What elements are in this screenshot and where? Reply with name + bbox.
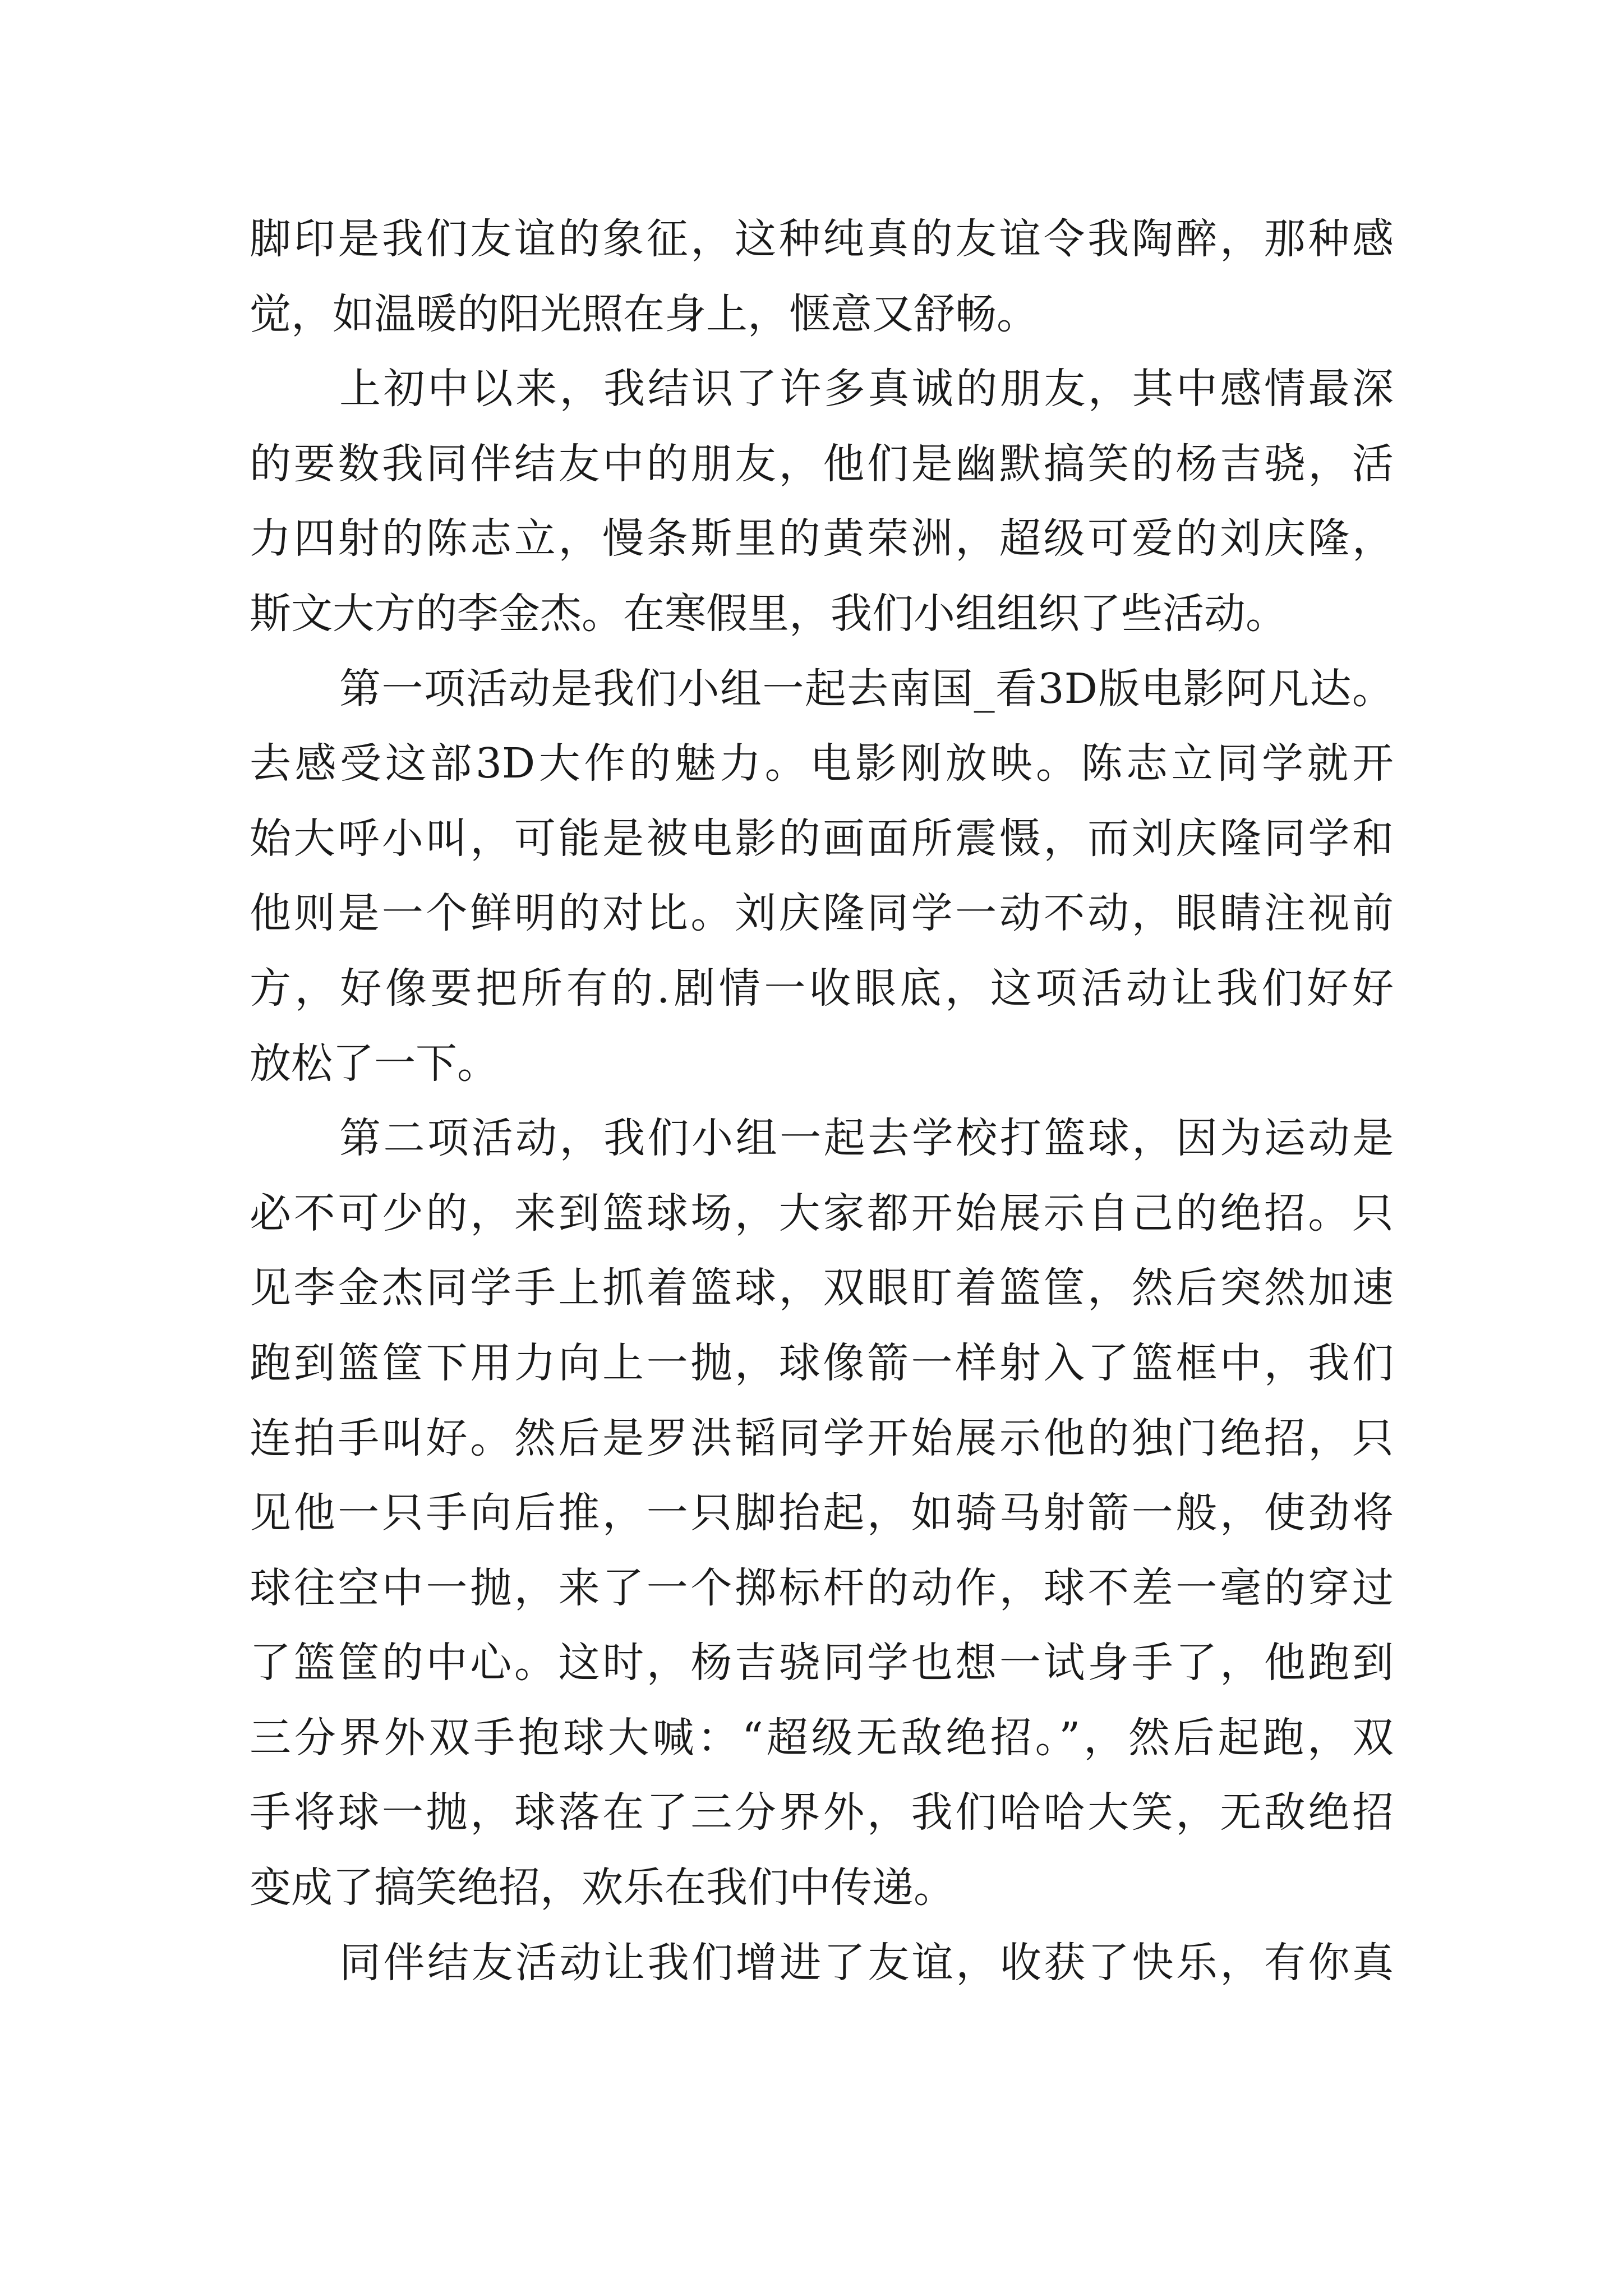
text-line: 第二项活动，我们小组一起去学校打篮球，因为运动是 xyxy=(339,1114,1394,1163)
text-line: 第一项活动是我们小组一起去南国_看3D版电影阿凡达。 xyxy=(339,664,1394,713)
text-line: 放松了一下。 xyxy=(250,1039,499,1088)
text-line: 的要数我同伴结友中的朋友，他们是幽默搞笑的杨吉骁，活 xyxy=(250,439,1394,488)
text-line: 见李金杰同学手上抓着篮球，双眼盯着篮筐，然后突然加速 xyxy=(250,1264,1394,1313)
text-line: 三分界外双手抱球大喊：“超级无敌绝招。”，然后起跑，双 xyxy=(250,1713,1394,1762)
text-line: 见他一只手向后推，一只脚抬起，如骑马射箭一般，使劲将 xyxy=(250,1489,1394,1538)
text-line: 了篮筐的中心。这时，杨吉骁同学也想一试身手了，他跑到 xyxy=(250,1639,1394,1687)
text-line: 同伴结友活动让我们增进了友谊，收获了快乐，有你真 xyxy=(339,1938,1394,1987)
text-line: 去感受这部3D大作的魅力。电影刚放映。陈志立同学就开 xyxy=(250,739,1394,788)
text-line: 变成了搞笑绝招，欢乐在我们中传递。 xyxy=(250,1864,955,1912)
text-line: 连拍手叫好。然后是罗洪韬同学开始展示他的独门绝招，只 xyxy=(250,1414,1394,1462)
document-body xyxy=(250,202,1394,2000)
text-line: 觉，如温暖的阳光照在身上，惬意又舒畅。 xyxy=(250,289,1038,338)
text-line: 脚印是我们友谊的象征，这种纯真的友谊令我陶醉，那种感 xyxy=(250,215,1394,263)
text-line: 必不可少的，来到篮球场，大家都开始展示自己的绝招。只 xyxy=(250,1189,1394,1237)
text-line: 斯文大方的李金杰。在寒假里，我们小组组织了些活动。 xyxy=(250,589,1287,638)
text-line: 力四射的陈志立，慢条斯里的黄荣洲，超级可爱的刘庆隆， xyxy=(250,514,1394,563)
text-line: 方，好像要把所有的.剧情一收眼底，这项活动让我们好好 xyxy=(250,964,1394,1013)
text-line: 上初中以来，我结识了许多真诚的朋友，其中感情最深 xyxy=(339,365,1394,413)
text-line: 手将球一抛，球落在了三分界外，我们哈哈大笑，无敌绝招 xyxy=(250,1788,1394,1837)
text-line: 球往空中一抛，来了一个掷标杆的动作，球不差一毫的穿过 xyxy=(250,1563,1394,1612)
text-line: 他则是一个鲜明的对比。刘庆隆同学一动不动，眼睛注视前 xyxy=(250,889,1394,938)
text-line: 始大呼小叫，可能是被电影的画面所震慑，而刘庆隆同学和 xyxy=(250,814,1394,863)
text-line: 跑到篮筐下用力向上一抛，球像箭一样射入了篮框中，我们 xyxy=(250,1338,1394,1387)
